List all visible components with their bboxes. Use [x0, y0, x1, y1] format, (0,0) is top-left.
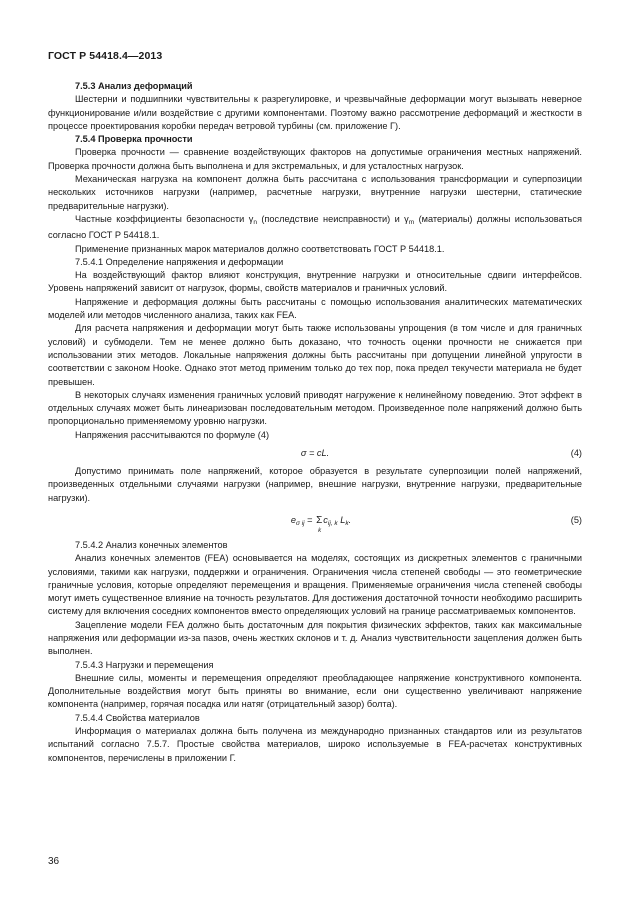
formula-number: (4) — [570, 448, 582, 459]
page-header: ГОСТ Р 54418.4—2013 — [48, 50, 163, 62]
formula-expression: σ = cL. — [300, 448, 330, 459]
subsection-heading-7-5-4-3: 7.5.4.3 Нагрузки и перемещения — [75, 659, 214, 670]
formula-equals: = — [304, 514, 316, 525]
paragraph: Проверка прочности — сравнение воздействующих факторов на допустимые ограничения местных напряжений. Проверка прочности должна быть выполнена и для экстремальных, и для усталостных нагрузок. — [48, 147, 582, 171]
sum-sign: Σ — [316, 514, 323, 526]
formula-end: . — [348, 514, 352, 525]
sum-index: k — [318, 527, 322, 534]
subsection-heading-7-5-4-1: 7.5.4.1 Определение напряжения и деформации — [75, 256, 284, 267]
paragraph: Информация о материалах должна быть получена из международно признанных стандартов или из результатов испытаний согласно 7.5.7. Простые свойства материалов, широко используемые в FEA-расчетах конструктивных компонентов, перечислены в приложении Г. — [48, 726, 582, 763]
subsection-heading-7-5-4-2: 7.5.4.2 Анализ конечных элементов — [75, 539, 228, 550]
sum-symbol — [316, 514, 323, 534]
text-fragment: (материалы) должны использоваться согласно ГОСТ Р 54418.1. — [48, 213, 582, 241]
subscript: m — [408, 218, 415, 226]
paragraph: Внешние силы, моменты и перемещения определяют преобладающее напряжение конструктивного компонента. Дополнительные воздействия могут быть приняты во внимание, если они существенно увеличивают напряжение компонента (например, горячая посадка или натяг (отрицательный зазор) болта). — [48, 672, 582, 710]
formula-4 — [48, 444, 582, 464]
paragraph: Напряжения рассчитываются по формуле (4) — [75, 429, 270, 440]
page-number: 36 — [48, 856, 60, 867]
paragraph: Напряжение и деформация должны быть рассчитаны с помощью использования аналитических математических моделей или методов численного анализа, таких как FEA. — [48, 296, 582, 321]
safety-factor-paragraph — [48, 213, 582, 243]
formula-number: (5) — [570, 514, 582, 525]
paragraph: Зацепление модели FEA должно быть достаточным для покрытия физических эффектов, таких как максимальные напряжения или деформации из-за пазов, очень жестких склонов и т. д. Анализ чувствительности зацепления должен быть выполнен. — [48, 619, 582, 657]
paragraph: В некоторых случаях изменения граничных условий приводят нагружение к нелинейному поведению. Этот эффект в отдельных случаях может быть линеаризован последовательным методом. Произведенное поле напряжений должно быть пропорционально применяемому уровню нагрузки. — [48, 389, 582, 427]
subscript: k — [345, 519, 349, 527]
subscript: σ ij — [295, 519, 305, 527]
paragraph: Механическая нагрузка на компонент должна быть рассчитана с использования трансформации и суперпозиции нескольких источников нагрузки (например, расчетные нагрузки, внутренние нагрузки шестерни, статические предварительные нагрузки). — [48, 174, 582, 211]
paragraph: На воздействующий фактор влияют конструкция, внутренние нагрузки и относительные сдвиги интерфейсов. Уровень напряжений зависит от нагрузок, формы, свойств материалов и граничных условий. — [48, 270, 582, 294]
paragraph: Применение признанных марок материалов должно соответствовать ГОСТ Р 54418.1. — [75, 243, 445, 254]
text-fragment: Частные коэффициенты безопасности γ — [75, 213, 254, 224]
subscript: n — [253, 218, 257, 226]
document-body — [48, 80, 582, 765]
formula-5 — [48, 507, 582, 537]
section-heading-7-5-4: 7.5.4 Проверка прочности — [75, 134, 193, 145]
paragraph: Шестерни и подшипники чувствительны к разрегулировке, и чрезвычайные деформации могут вызывать неверное функционирование и/или воздействие с другими компонентами. Поэтому важно рассмотрение деформаций и жесткости в процессе проектирования коробки передач ветровой турбины (см. приложение Г). — [48, 94, 582, 131]
formula-symbol: L — [340, 514, 346, 525]
paragraph: Анализ конечных элементов (FEA) основывается на моделях, состоящих из дискретных элементов с граничными условиями, такими как нагрузки, поддержки и ограничения. Ограничения числа степеней свободы — это геометрические граничные условия, которые определяют перемещения и вращения. Применяемые ограничения числа степеней свободы могут иметь существенное влияние на точность результатов. Для достижения достаточной точности необходимо расширить систему для включения соседних компонентов вместо определяющих условий на границе рассматриваемых компонентов. — [48, 553, 582, 617]
paragraph: Допустимо принимать поле напряжений, которое образуется в результате суперпозиции полей напряжений, произведенных отдельными случаями нагрузки (например, внешние нагрузки, внутренние нагрузки, предварительные нагрузки). — [48, 466, 582, 503]
subsection-heading-7-5-4-4: 7.5.4.4 Свойства материалов — [75, 712, 200, 723]
section-heading-7-5-3: 7.5.3 Анализ деформаций — [75, 81, 193, 91]
text-fragment: (последствие неисправности) и γ — [256, 213, 409, 224]
formula-symbol: c — [323, 514, 328, 525]
paragraph: Для расчета напряжения и деформации могут быть также использованы упрощения (в том числе и для граничных условий) и субмодели. Тем не менее должно быть доказано, что точность оценки прочности не снижается при использовании этих методов. Локальные напряжения должны быть рассчитаны при допущении линейной упругости в соответствии с законом Hooke. Однако этот метод применим только до тех пор, пока предел текучести материала не будет превышен. — [48, 323, 582, 387]
formula-expression — [48, 514, 582, 534]
formula-symbol: e — [290, 514, 296, 525]
subscript: ij, k — [327, 519, 338, 527]
